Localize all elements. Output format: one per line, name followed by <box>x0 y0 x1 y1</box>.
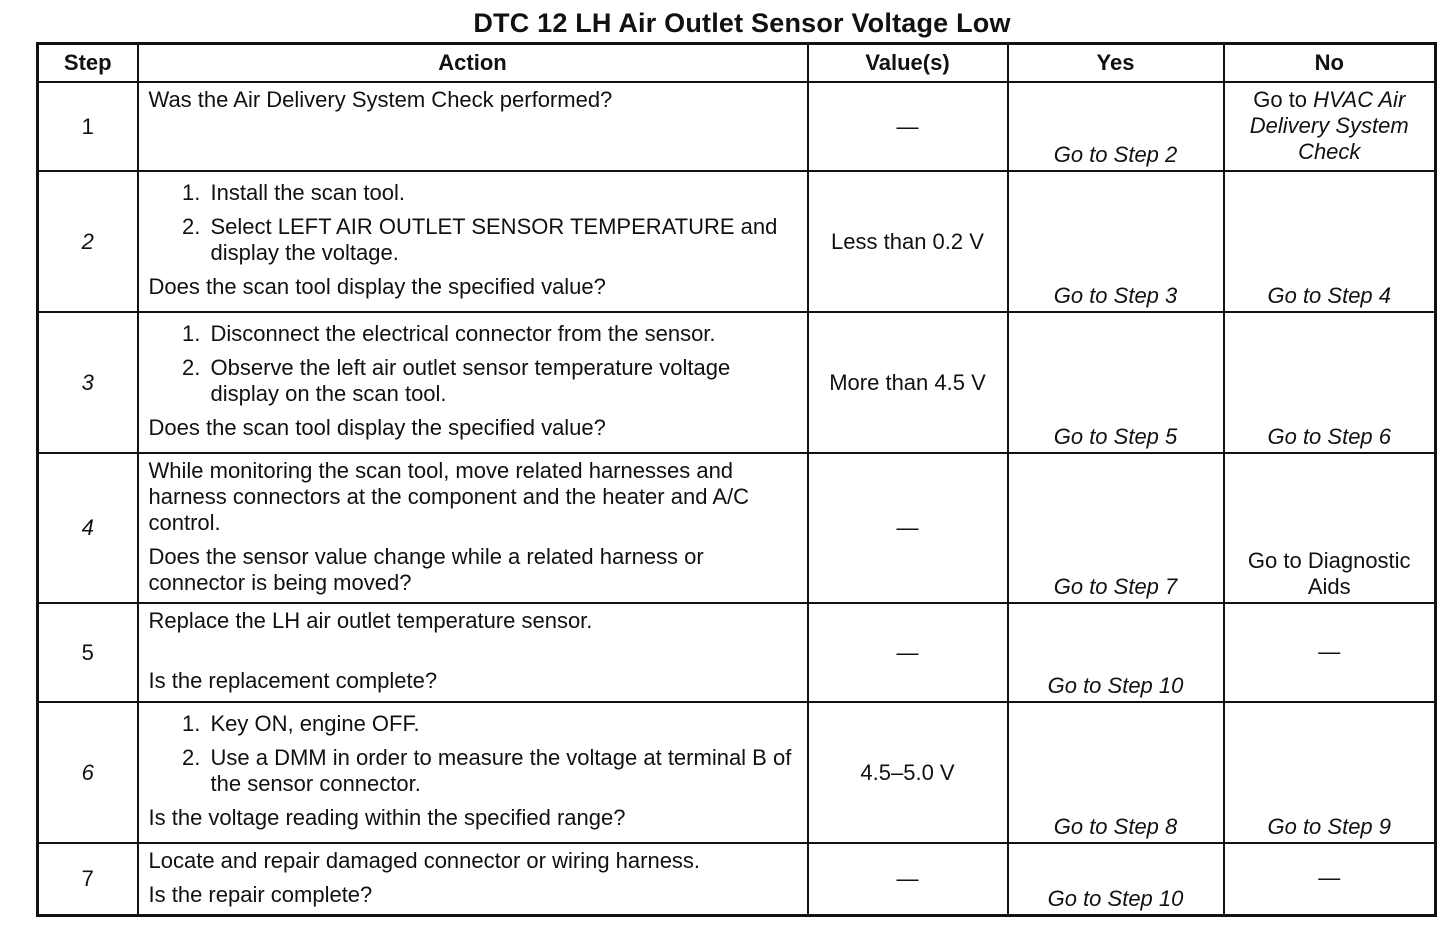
hvac-check-link[interactable]: HVAC Air Delivery System Check <box>1249 87 1409 164</box>
step-number: 3 <box>38 312 138 453</box>
yes-cell: Go to Step 10 <box>1008 603 1224 702</box>
action-cell <box>138 312 808 453</box>
no-cell <box>1224 453 1436 603</box>
action-steps <box>149 180 797 266</box>
action-text: Was the Air Delivery System Check performed? <box>148 87 613 112</box>
table-row <box>38 702 1436 843</box>
step-number: 4 <box>38 453 138 603</box>
header-yes: Yes <box>1008 44 1224 83</box>
action-step-item: 2. Observe the left air outlet sensor temperature voltage display on the scan tool. <box>207 355 797 407</box>
action-step-item: 1. Disconnect the electrical connector from the sensor. <box>207 321 797 347</box>
action-step-item: 1. Key ON, engine OFF. <box>207 711 797 737</box>
value-cell: 4.5–5.0 V <box>808 702 1008 843</box>
action-cell <box>138 82 808 171</box>
page-title: DTC 12 LH Air Outlet Sensor Voltage Low <box>473 8 1011 38</box>
table-row <box>38 171 1436 312</box>
step-number: 5 <box>38 603 138 702</box>
header-step: Step <box>38 44 138 83</box>
action-cell <box>138 702 808 843</box>
action-question: Is the repair complete? <box>148 882 373 907</box>
step-number: 1 <box>38 82 138 171</box>
value-cell: More than 4.5 V <box>808 312 1008 453</box>
header-row <box>38 44 1436 83</box>
no-cell: Go to Step 9 <box>1224 702 1436 843</box>
header-no: No <box>1224 44 1436 83</box>
action-question: Does the scan tool display the specified value? <box>148 415 606 440</box>
yes-cell: Go to Step 8 <box>1008 702 1224 843</box>
table-row <box>38 843 1436 916</box>
table-row <box>38 453 1436 603</box>
no-cell: Go to Step 4 <box>1224 171 1436 312</box>
yes-cell: Go to Step 3 <box>1008 171 1224 312</box>
yes-cell: Go to Step 2 <box>1008 82 1224 171</box>
value-cell: — <box>808 843 1008 916</box>
action-question: Does the scan tool display the specified value? <box>148 274 606 299</box>
action-text: While monitoring the scan tool, move related harnesses and harness connectors at the component and the heater and A/C control. <box>148 458 750 535</box>
table-row <box>38 312 1436 453</box>
diagnostic-aids-link[interactable]: Go to Diagnostic Aids <box>1247 548 1411 599</box>
value-cell: — <box>808 453 1008 603</box>
step-number: 6 <box>38 702 138 843</box>
value-cell: — <box>808 82 1008 171</box>
no-cell: — <box>1224 843 1436 916</box>
action-text: Locate and repair damaged connector or wiring harness. <box>148 848 701 873</box>
yes-cell: Go to Step 5 <box>1008 312 1224 453</box>
action-step-item: 2. Select LEFT AIR OUTLET SENSOR TEMPERATURE and display the voltage. <box>207 214 797 266</box>
yes-cell: Go to Step 10 <box>1008 843 1224 916</box>
action-step-item: 1. Install the scan tool. <box>207 180 797 206</box>
no-cell: Go to Step 6 <box>1224 312 1436 453</box>
value-cell: — <box>808 603 1008 702</box>
table-row <box>38 603 1436 702</box>
action-question: Is the replacement complete? <box>148 668 438 693</box>
diagnostic-table <box>36 42 1437 917</box>
action-cell <box>138 843 808 916</box>
yes-cell: Go to Step 7 <box>1008 453 1224 603</box>
action-step-item: 2. Use a DMM in order to measure the voltage at terminal B of the sensor connector. <box>207 745 797 797</box>
no-prefix: Go to <box>1253 87 1308 112</box>
action-cell <box>138 171 808 312</box>
header-values: Value(s) <box>808 44 1008 83</box>
no-cell <box>1224 82 1436 171</box>
action-steps <box>149 321 797 407</box>
step-number: 2 <box>38 171 138 312</box>
action-steps <box>149 711 797 797</box>
action-cell <box>138 603 808 702</box>
action-question: Does the sensor value change while a related harness or connector is being moved? <box>148 544 704 595</box>
header-action: Action <box>138 44 808 83</box>
action-text: Replace the LH air outlet temperature sensor. <box>148 608 593 633</box>
table-row <box>38 82 1436 171</box>
action-cell <box>138 453 808 603</box>
no-cell: — <box>1224 603 1436 702</box>
step-number: 7 <box>38 843 138 916</box>
value-cell: Less than 0.2 V <box>808 171 1008 312</box>
action-question: Is the voltage reading within the specified range? <box>148 805 626 830</box>
